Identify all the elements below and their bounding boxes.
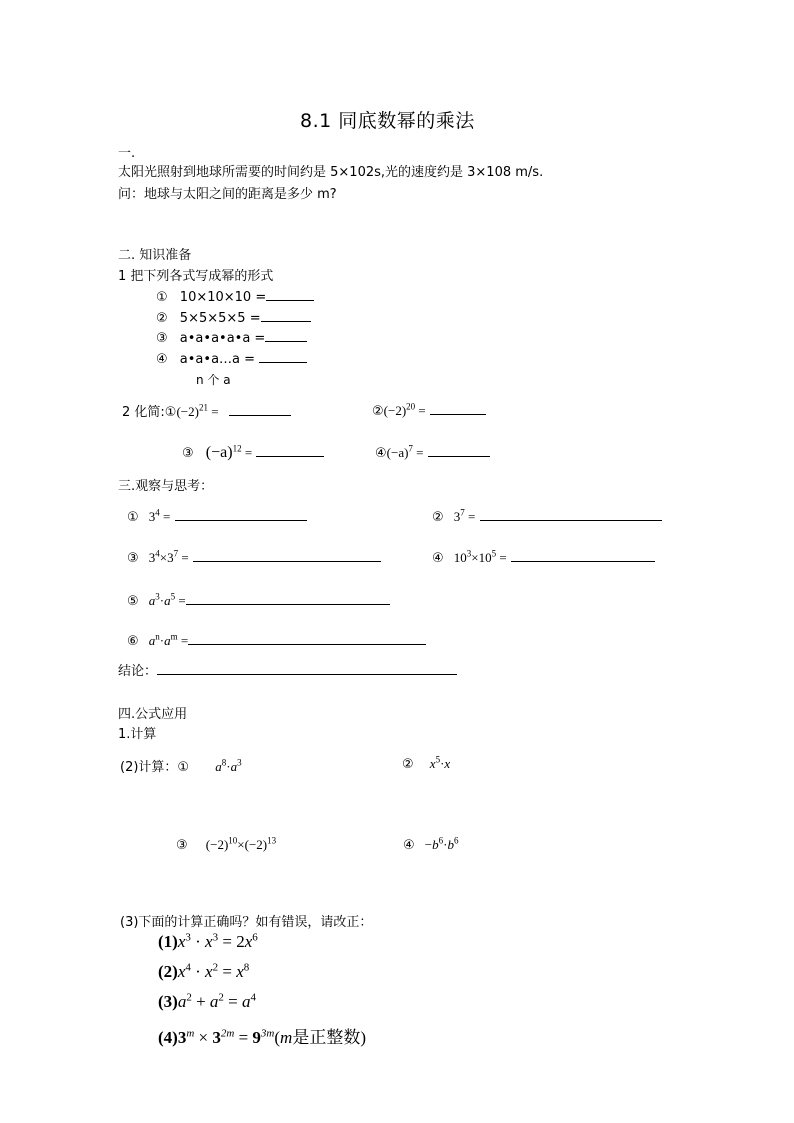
- answer-blank[interactable]: [430, 401, 486, 415]
- observe-item-6: [127, 631, 426, 649]
- answer-blank[interactable]: [188, 631, 426, 645]
- calc-row-1: [120, 756, 242, 775]
- item-expression: a•a•a…a =: [179, 352, 256, 367]
- section3-heading: 三.观察与思考：: [118, 479, 214, 494]
- exponent: 3: [155, 591, 160, 602]
- check-item-4: $(4)3^m \times 3^{2m} = 9^{3m}(m$是正整数): [158, 1027, 366, 1047]
- simplify-exp: 21: [198, 402, 208, 413]
- section1-line1: 太阳光照射到地球所需要的时间约是 5×102s,光的速度约是 3×108 m/s.: [118, 165, 544, 180]
- calc-row-4: [403, 837, 458, 853]
- check-item-3: $(3)a^2 + a^2 = a^4$: [158, 991, 257, 1011]
- section2-heading: 二. 知识准备: [118, 248, 192, 263]
- item-number: ④: [403, 838, 415, 853]
- answer-blank[interactable]: [259, 349, 307, 363]
- item-number: ①: [127, 510, 139, 525]
- observe-item-1: [127, 507, 307, 525]
- item-number: ⑥: [127, 634, 139, 649]
- simplify-exp: 7: [408, 443, 413, 454]
- simplify-eq: =: [412, 445, 424, 460]
- base: a: [164, 633, 171, 648]
- section1-heading: 一.: [118, 146, 136, 161]
- page-title: 8.1 同底数幂的乘法: [300, 110, 475, 132]
- item-number: ②: [432, 510, 444, 525]
- base: 3: [148, 509, 156, 524]
- answer-blank[interactable]: [229, 402, 291, 416]
- item-number: ②: [156, 311, 168, 326]
- base: a: [164, 593, 171, 608]
- simplify-exp: 20: [406, 401, 416, 412]
- base: 3: [148, 550, 156, 565]
- simplify-base: (−2): [383, 403, 407, 418]
- item-number: ④: [432, 551, 444, 566]
- answer-blank[interactable]: [266, 287, 314, 301]
- item-expression: a•a•a•a•a =: [179, 331, 266, 346]
- answer-blank[interactable]: [511, 548, 655, 562]
- item-number: ③: [127, 551, 139, 566]
- observe-item-5: [127, 591, 390, 609]
- conclusion-row: [118, 660, 457, 679]
- simplify-eq: =: [415, 403, 426, 418]
- simplify-base: (−2): [176, 404, 199, 419]
- exponent: 3: [466, 548, 472, 559]
- exponent: 4: [155, 507, 160, 518]
- exponent: 7: [173, 548, 179, 559]
- base: 10: [453, 550, 467, 565]
- equals: =: [177, 633, 189, 648]
- simplify-base: (−a): [205, 444, 233, 461]
- section4-heading: 四.公式应用: [118, 707, 188, 722]
- base: 10: [478, 550, 492, 565]
- calc-row-3: [176, 837, 276, 853]
- calc-expr-2: $x^5\cdot x$: [429, 754, 451, 771]
- answer-blank[interactable]: [428, 443, 490, 457]
- operator: ×: [471, 550, 479, 565]
- item-expression: 10×10×10 =: [179, 290, 267, 305]
- answer-blank[interactable]: [193, 548, 381, 562]
- observe-item-4: [432, 548, 655, 566]
- base: a: [148, 593, 156, 608]
- answer-blank[interactable]: [256, 443, 324, 457]
- check-item-2: $(2)x^4 \cdot x^2 = x^8$: [158, 961, 250, 981]
- item-number: ⑤: [127, 594, 139, 609]
- calc-expr-1: $a^8\cdot a^3$: [215, 757, 242, 774]
- exponent: 7: [460, 507, 465, 518]
- section4-sub1: 1.计算: [118, 727, 157, 742]
- equals: =: [496, 550, 507, 565]
- item-number: ③: [176, 838, 188, 853]
- calc-expr-4: $-b^6\cdot b^6$: [424, 835, 459, 852]
- check-item-1: $(1)x^3 \cdot x^3 = 2x^6$: [158, 931, 258, 951]
- simplify-num: ①: [164, 405, 177, 420]
- answer-blank[interactable]: [186, 591, 390, 605]
- observe-item-2: [432, 507, 662, 525]
- simplify-item-2: [372, 401, 486, 419]
- answer-blank[interactable]: [261, 308, 311, 322]
- simplify-eq: =: [241, 445, 253, 460]
- observe-item-3: [127, 548, 381, 566]
- prep-item-3: [156, 328, 307, 346]
- equals: =: [159, 509, 171, 524]
- item-number: ②: [402, 757, 414, 772]
- operator: ·: [159, 633, 165, 648]
- answer-blank[interactable]: [265, 328, 307, 342]
- calc-label: (2)计算：①: [120, 760, 190, 775]
- exponent: 4: [155, 548, 160, 559]
- simplify-label: 2 化简:: [122, 405, 165, 420]
- conclusion-blank[interactable]: [157, 661, 457, 675]
- prep-item-4: [156, 349, 307, 367]
- simplify-eq: =: [207, 404, 219, 419]
- answer-blank[interactable]: [175, 507, 307, 521]
- prep-item-2: [156, 308, 311, 326]
- operator: ×: [159, 550, 168, 565]
- item-number: ①: [156, 290, 168, 305]
- check-label: (3)下面的计算正确吗？如有错误，请改正：: [120, 915, 373, 930]
- calc-expr-3: $(-2)^{10}\times(-2)^{13}$: [205, 835, 277, 852]
- simplify-item-4: [375, 443, 490, 461]
- base: 3: [167, 550, 174, 565]
- base: 3: [453, 509, 461, 524]
- answer-blank[interactable]: [480, 507, 662, 521]
- base: a: [148, 633, 156, 648]
- simplify-base: (−a): [386, 445, 409, 460]
- conclusion-label: 结论：: [118, 664, 158, 679]
- simplify-num: ③: [182, 446, 194, 461]
- operator: ·: [159, 593, 165, 608]
- exponent: m: [170, 631, 178, 642]
- simplify-num: ②: [372, 404, 384, 419]
- simplify-num: ④: [375, 446, 387, 461]
- simplify-row-1: [122, 401, 291, 420]
- exponent: n: [155, 631, 160, 642]
- equals: =: [175, 593, 186, 608]
- prep-item-1: [156, 287, 314, 305]
- exponent: 5: [170, 591, 176, 602]
- exponent: 5: [491, 548, 497, 559]
- section1-line2: 问：地球与太阳之间的距离是多少 m?: [118, 187, 337, 202]
- simplify-item-3: [182, 443, 324, 462]
- n-a-note: n 个 a: [196, 373, 231, 387]
- section2-q1: 1 把下列各式写成幂的形式: [118, 269, 274, 284]
- item-number: ④: [156, 352, 168, 367]
- item-expression: 5×5×5×5 =: [179, 311, 261, 326]
- equals: =: [464, 509, 476, 524]
- calc-row-2: [402, 756, 450, 772]
- simplify-exp: 12: [232, 443, 242, 454]
- item-number: ③: [156, 331, 168, 346]
- equals: =: [178, 550, 189, 565]
